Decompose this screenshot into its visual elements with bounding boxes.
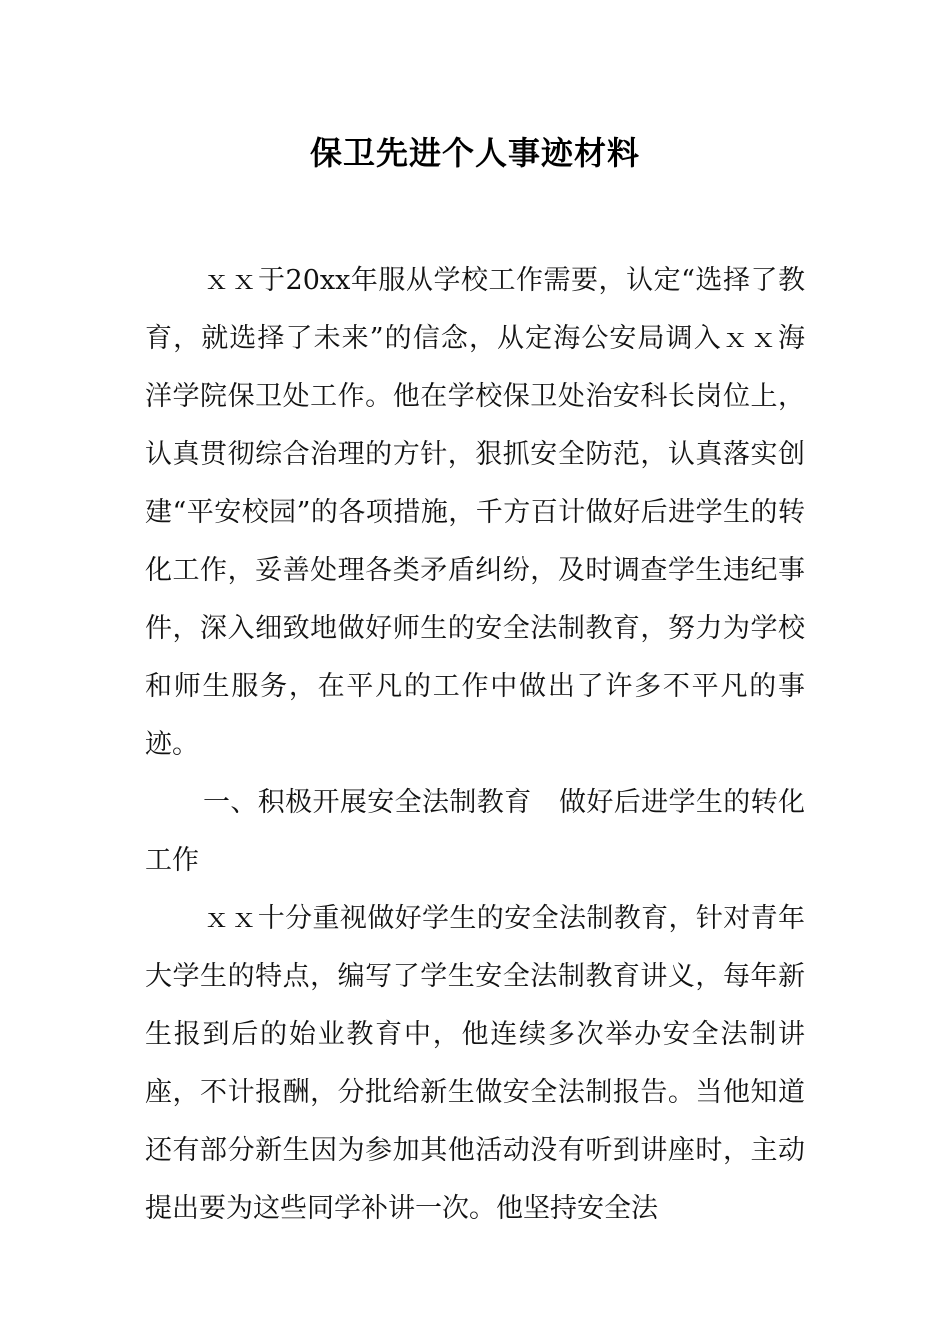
- body-paragraph-intro: ｘｘ于20xx年服从学校工作需要，认定“选择了教育，就选择了未来”的信念，从定海公安局调入ｘｘ海洋学院保卫处工作。他在学校保卫处治安科长岗位上，认真贯彻综合治理的方针，狠抓安全防范，认真落实创建“平安校园”的各项措施，千方百计做好后进学生的转化工作，妥善处理各类矛盾纠纷，及时调查学生违纪事件，深入细致地做好师生的安全法制教育，努力为学校和师生服务，在平凡的工作中做出了许多不平凡的事迹。: [145, 265, 805, 760]
- body-paragraph-section-1: ｘｘ十分重视做好学生的安全法制教育，针对青年大学生的特点，编写了学生安全法制教育讲义，每年新生报到后的始业教育中，他连续多次举办安全法制讲座，不计报酬，分批给新生做安全法制报告。当他知道还有部分新生因为参加其他活动没有听到讲座时，主动提出要为这些同学补讲一次。他坚持安全法: [145, 903, 805, 1224]
- document-title: 保卫先进个人事迹材料: [309, 134, 640, 172]
- section-heading-1: 一、积极开展安全法制教育 做好后进学生的转化工作: [145, 787, 805, 876]
- document-body: [145, 252, 805, 1238]
